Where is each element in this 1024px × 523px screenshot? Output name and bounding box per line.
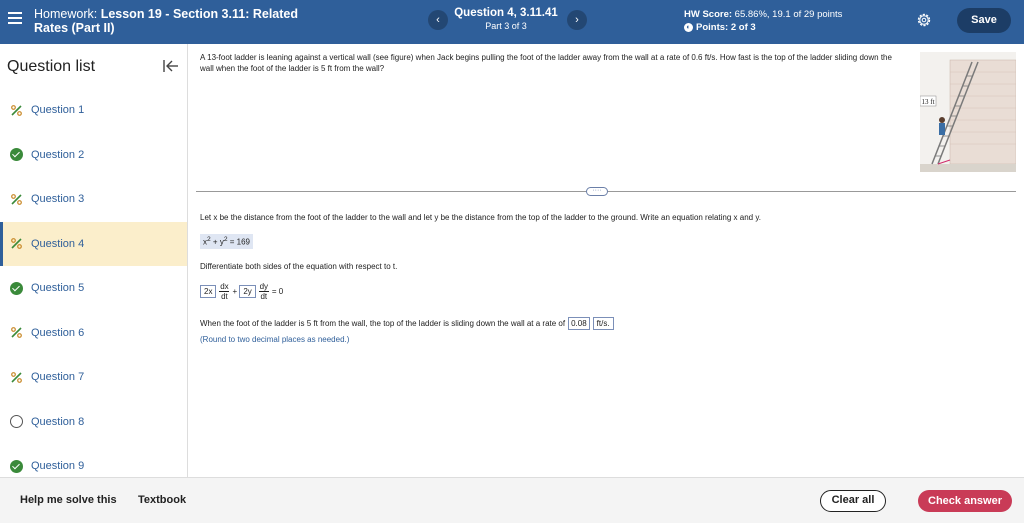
problem-prompt: A 13-foot ladder is leaning against a vertical wall (see figure) when Jack begins pulling the foot of the ladder away from the wall at a rate of 0.6 ft/s. How fast is the top of the ladder sliding down the wall when the foot of the ladder is 5 ft from the wall?	[200, 53, 892, 73]
question-list-heading: Question list	[7, 58, 96, 75]
answer-value-field[interactable]: 0.08	[568, 317, 590, 330]
check-circle-icon	[10, 460, 23, 473]
question-workspace	[188, 44, 1024, 477]
resize-handle[interactable]: ····	[586, 187, 608, 196]
textbook-link[interactable]: Textbook	[138, 494, 187, 506]
top-header	[0, 0, 1024, 44]
question-part: Part 3 of 3	[485, 21, 527, 31]
homework-title-main: Lesson 19 - Section 3.11: Related	[97, 7, 298, 21]
check-circle-icon	[10, 148, 23, 161]
question-list-item[interactable]	[0, 177, 187, 221]
deriv-answer-y: 2y	[239, 285, 255, 298]
homework-prefix: Homework:	[34, 7, 98, 21]
question-list-item[interactable]	[0, 133, 187, 177]
question-list-item[interactable]	[0, 355, 187, 399]
help-me-solve-link[interactable]: Help me solve this	[20, 494, 117, 506]
check-answer-button[interactable]: Check answer	[918, 490, 1012, 512]
question-list-label: Question 3	[31, 193, 85, 205]
figure-label: 13 ft	[921, 98, 935, 106]
question-list-label: Question 6	[31, 326, 85, 339]
fraction-dy-dt	[259, 282, 269, 301]
score-panel	[684, 8, 842, 34]
rounding-note: (Round to two decimal places as needed.)	[200, 335, 350, 344]
previous-question-button[interactable]: ‹	[428, 10, 448, 30]
fraction-dx-dt	[219, 282, 229, 301]
homework-title	[34, 7, 298, 35]
question-list-label: Question 5	[31, 282, 85, 294]
eq-y: + y	[210, 237, 224, 247]
question-list-label: Question 1	[31, 104, 85, 116]
partial-credit-icon	[10, 193, 23, 206]
final-answer-line	[200, 317, 614, 330]
collapse-panel-icon[interactable]	[162, 58, 180, 74]
question-list-item[interactable]	[0, 311, 187, 355]
hw-score-value: 65.86%, 19.1 of 29 points	[732, 9, 843, 20]
dy-numerator: dy	[259, 282, 269, 291]
plus-sign: +	[232, 287, 238, 296]
question-list-label: Question 9	[31, 460, 85, 472]
clear-all-button[interactable]: Clear all	[820, 490, 886, 512]
gear-icon[interactable]	[916, 12, 932, 28]
hw-score-label: HW Score:	[684, 9, 733, 20]
check-circle-icon	[10, 282, 23, 295]
question-indicator	[446, 7, 566, 31]
ladder-figure	[920, 52, 1016, 172]
question-list-panel	[0, 44, 188, 477]
partial-credit-icon	[10, 104, 23, 117]
partial-credit-icon	[10, 237, 23, 250]
question-title: Question 4, 3.11.41	[454, 7, 558, 19]
step1-instructions: Let x be the distance from the foot of the ladder to the wall and let y be the distance from the top of the ladder to the ground. Write an equation relating x and y.	[200, 213, 761, 222]
eq-x: x	[203, 237, 207, 247]
menu-icon[interactable]	[8, 12, 22, 26]
empty-circle-icon	[10, 415, 23, 428]
derivative-equation	[200, 282, 283, 301]
eq-rhs: = 169	[227, 237, 250, 247]
question-list-label: Question 7	[31, 371, 85, 383]
eq-x-exp: 2	[207, 236, 211, 243]
homework-title-line2: Rates (Part II)	[34, 21, 115, 35]
points-label: Points:	[696, 22, 729, 33]
equation-answer	[200, 234, 253, 249]
dy-denominator: dt	[260, 292, 268, 301]
dx-numerator: dx	[220, 282, 229, 291]
next-question-button[interactable]: ›	[567, 10, 587, 30]
question-list-item[interactable]	[0, 400, 187, 444]
question-list-item[interactable]	[0, 222, 187, 266]
partial-credit-icon	[10, 326, 23, 339]
dx-denominator: dt	[221, 292, 228, 301]
points-value: 2 of 3	[728, 22, 756, 33]
question-list-label: Question 4	[31, 237, 85, 250]
equals-zero: = 0	[271, 287, 284, 296]
question-list-label: Question 8	[31, 415, 85, 428]
answer-unit: ft/s.	[593, 317, 614, 330]
save-button[interactable]: Save	[957, 8, 1011, 33]
question-list-item[interactable]	[0, 266, 187, 310]
bottom-toolbar	[0, 477, 1024, 523]
deriv-answer-x: 2x	[200, 285, 216, 298]
partial-credit-icon	[10, 371, 23, 384]
answer-text: When the foot of the ladder is 5 ft from the wall, the top of the ladder is sliding down the wall at a rate of	[200, 319, 566, 328]
question-list-item[interactable]	[0, 88, 187, 132]
points-icon: ◐	[684, 23, 693, 32]
step2-instructions: Differentiate both sides of the equation with respect to t.	[200, 262, 398, 271]
eq-y-exp: 2	[223, 236, 228, 243]
question-list-label: Question 2	[31, 148, 85, 161]
